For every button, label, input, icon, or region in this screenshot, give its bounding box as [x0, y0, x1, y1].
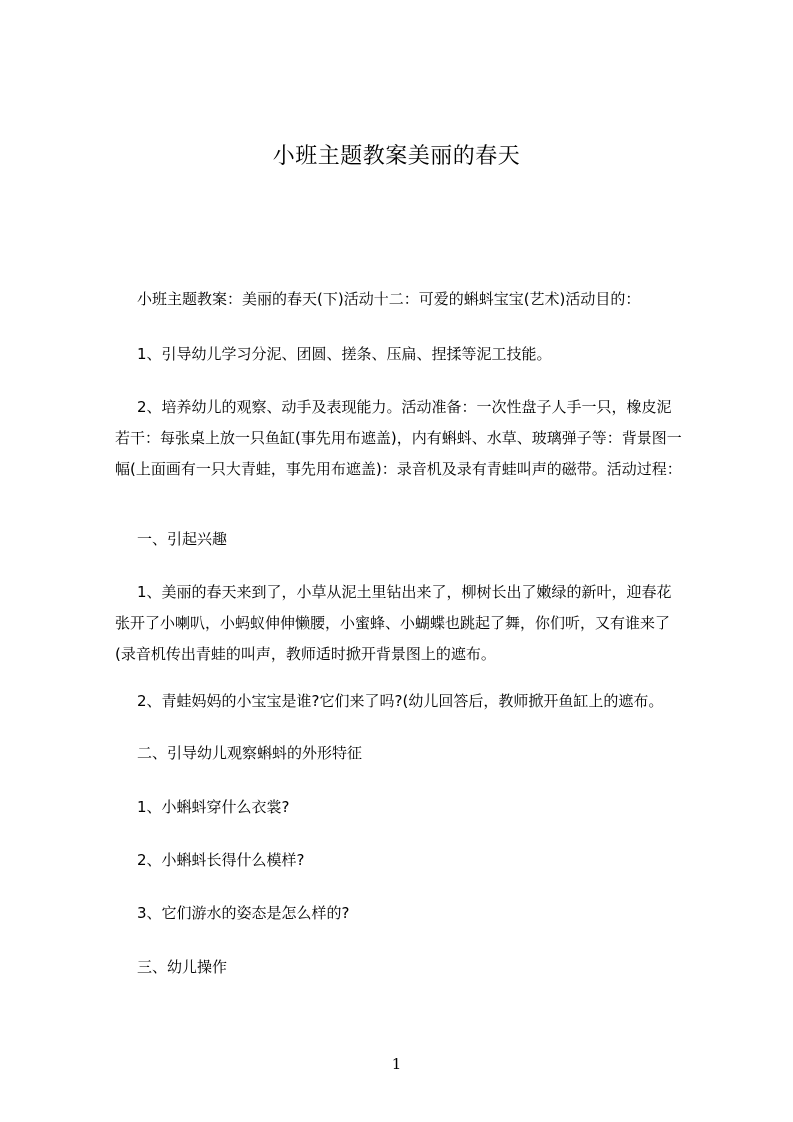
paragraph-goal-2-preparation: 2、培养幼儿的观察、动手及表现能力。活动准备：一次性盘子人手一只，橡皮泥若干：每张桌上放一只鱼缸(事先用布遮盖)，内有蝌蚪、水草、玻璃弹子等：背景图一幅(上面画有一只大青蛙，事先用布遮盖)：录音机及录有青蛙叫声的磁带。活动过程： [115, 398, 682, 478]
paragraph-step-2-3: 3、它们游水的姿态是怎么样的? [137, 904, 350, 922]
paragraph-step-1-1: 1、美丽的春天来到了，小草从泥土里钻出来了，柳树长出了嫩绿的新叶，迎春花张开了小喇叭，小蚂蚁伸伸懒腰，小蜜蜂、小蝴蝶也跳起了舞，你们听，又有谁来了(录音机传出青蛙的叫声，教师适时掀开背景图上的遮布。 [115, 583, 672, 663]
paragraph-step-2-1: 1、小蝌蚪穿什么衣裳? [137, 798, 290, 816]
document-title: 小班主题教案美丽的春天 [272, 144, 521, 169]
paragraph-step-2-2: 2、小蝌蚪长得什么模样? [137, 851, 305, 869]
page-number: 1 [391, 1055, 402, 1073]
paragraph-goal-1: 1、引导幼儿学习分泥、团圆、搓条、压扁、捏揉等泥工技能。 [137, 345, 552, 363]
paragraph-step-1-2: 2、青蛙妈妈的小宝宝是谁?它们来了吗?(幼儿回答后，教师掀开鱼缸上的遮布。 [137, 692, 664, 710]
paragraph-intro: 小班主题教案：美丽的春天(下)活动十二：可爱的蝌蚪宝宝(艺术)活动目的： [137, 290, 641, 308]
section-heading-3: 三、幼儿操作 [137, 958, 228, 976]
section-heading-1: 一、引起兴趣 [137, 530, 228, 548]
section-heading-2: 二、引导幼儿观察蝌蚪的外形特征 [137, 744, 363, 762]
